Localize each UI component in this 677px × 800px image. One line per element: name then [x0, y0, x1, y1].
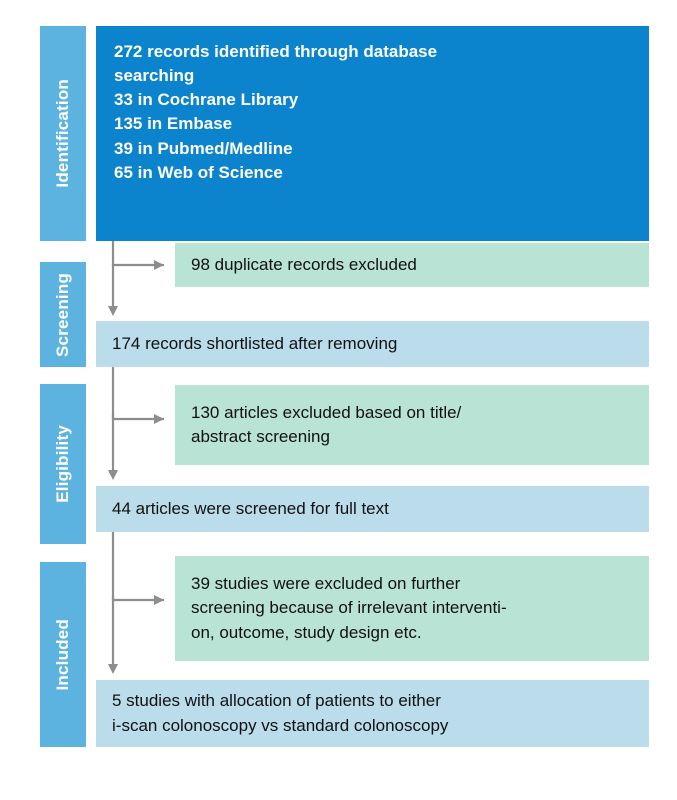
box-further-excluded-line-3: on, outcome, study design etc.: [191, 622, 422, 642]
box-duplicates-excluded-line-1: 98 duplicate records excluded: [191, 254, 417, 274]
arrow-to-full-text-screened: [106, 414, 126, 484]
stage-label-eligibility-text: Eligibility: [53, 425, 72, 503]
stage-label-included: [40, 562, 86, 747]
box-title-abstract-excluded-line-1: 130 articles excluded based on title/: [191, 402, 462, 422]
box-included-studies-line-1: 5 studies with allocation of patients to either: [112, 691, 441, 711]
stage-label-screening-text: Screening: [53, 272, 72, 357]
arrow-to-included-studies: [106, 596, 126, 678]
box-records-shortlisted: [96, 321, 649, 367]
box-further-excluded-line-1: 39 studies were excluded on further: [191, 574, 461, 594]
stage-label-screening: [40, 262, 86, 367]
box-further-excluded-line-2: screening because of irrelevant interventi-: [191, 598, 507, 618]
box-full-text-screened-line-1: 44 articles were screened for full text: [112, 498, 389, 518]
box-records-identified-line-2: searching: [114, 66, 195, 86]
stage-label-eligibility: [40, 384, 86, 544]
arrow-to-shortlisted: [106, 264, 126, 320]
box-records-identified-line-6: 65 in Web of Science: [114, 162, 283, 182]
box-further-excluded: [175, 556, 649, 661]
box-records-identified-line-1: 272 records identified through database: [114, 42, 438, 61]
box-title-abstract-excluded-line-2: abstract screening: [191, 427, 330, 446]
box-records-identified: [96, 26, 649, 241]
box-full-text-screened: [96, 486, 649, 532]
box-records-identified-line-5: 39 in Pubmed/Medline: [114, 138, 293, 158]
box-title-abstract-excluded: [175, 385, 649, 465]
stage-label-identification: [40, 26, 86, 241]
box-duplicates-excluded: [175, 243, 649, 287]
stage-label-included-text: Included: [53, 618, 72, 691]
box-records-shortlisted-line-1: 174 records shortlisted after removing: [112, 333, 398, 353]
box-included-studies: [96, 680, 649, 747]
box-included-studies-line-2: i-scan colonoscopy vs standard colonoscopy: [112, 715, 449, 735]
box-records-identified-line-4: 135 in Embase: [114, 114, 233, 134]
box-records-identified-line-3: 33 in Cochrane Library: [114, 90, 299, 110]
stage-label-identification-text: Identification: [53, 79, 72, 188]
